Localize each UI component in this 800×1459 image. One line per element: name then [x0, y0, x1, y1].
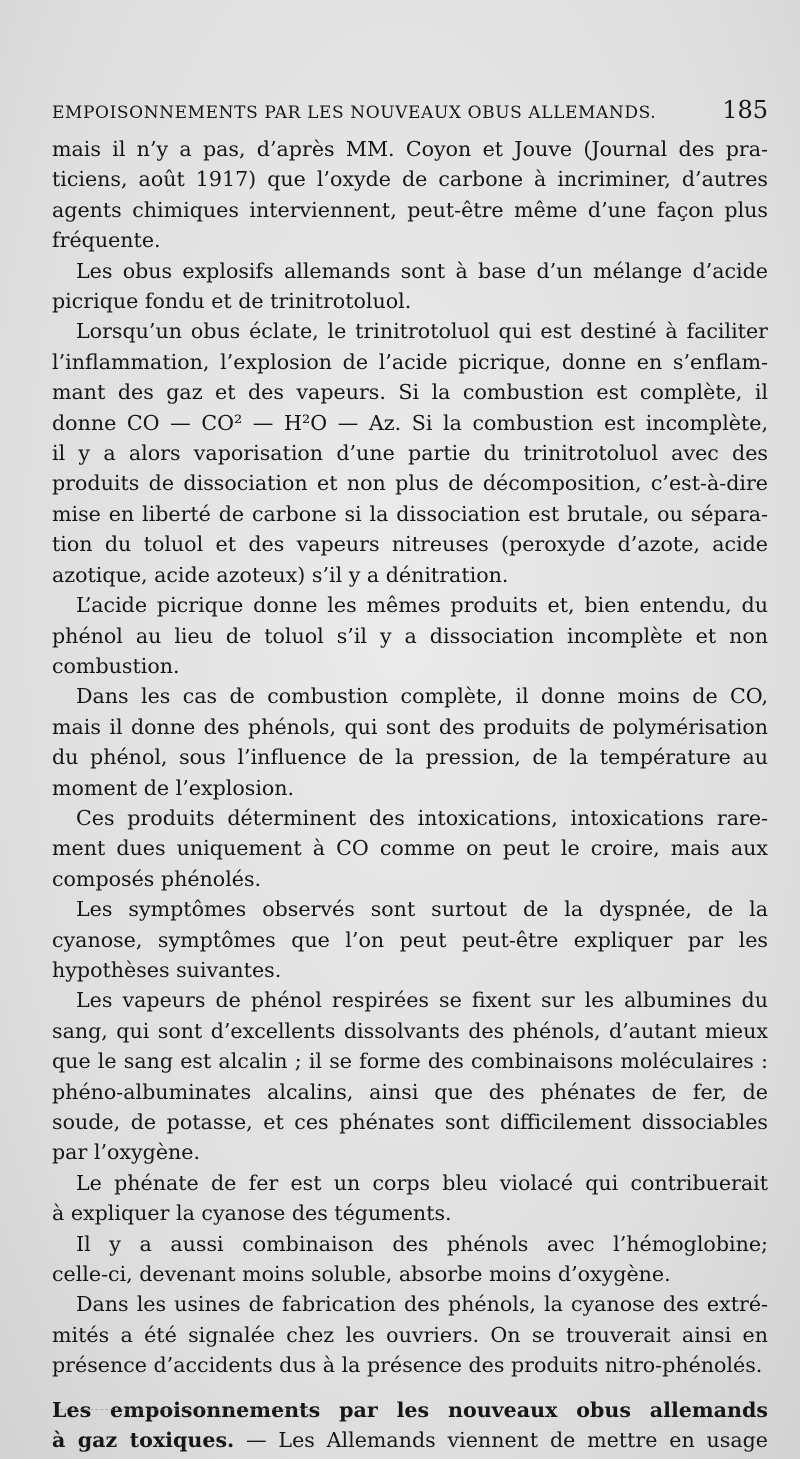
section-heading-continuation — [52, 1425, 768, 1455]
text-line: Les symptômes observés sont surtout de la dyspnée, de la — [76, 897, 768, 922]
text-line: à expliquer la cyanose des téguments. — [52, 1201, 452, 1226]
text-line: mant des gaz et des vapeurs. Si la combustion est complète, il — [52, 380, 768, 405]
page-smudge — [60, 1405, 320, 1410]
text-line: Les vapeurs de phénol respirées se fixent sur les albumines du — [76, 988, 768, 1013]
text-line: Dans les cas de combustion complète, il donne moins de CO, — [76, 684, 768, 709]
text-line: Lorsqu’un obus éclate, le trinitrotoluol qui est destiné à faciliter — [76, 319, 768, 344]
body-text — [52, 134, 768, 1455]
text-line: Les obus explosifs allemands sont à base d’un mélange d’acide — [76, 258, 768, 283]
text-line: L’acide picrique donne les mêmes produits et, bien entendu, du — [76, 593, 768, 618]
text-line: mise en liberté de carbone si la dissociation est brutale, ou sépara- — [52, 501, 768, 526]
section-gap — [52, 1381, 768, 1395]
text-line: Ces produits déterminent des intoxications, intoxications rare- — [76, 805, 768, 830]
text-line: picrique fondu et de trinitrotoluol. — [52, 289, 412, 314]
text-line: il y a alors vaporisation d’une partie du trinitrotoluol avec des — [52, 441, 768, 466]
text-line: Il y a aussi combinaison des phénols avec l’hémoglobine; — [76, 1231, 768, 1256]
text-line: cyanose, symptômes que l’on peut peut-être expliquer par les — [52, 927, 768, 952]
text-line: moment de l’explosion. — [52, 775, 295, 800]
text-line: produits de dissociation et non plus de décomposition, c’est-à-dire — [52, 471, 768, 496]
text-line: fréquente. — [52, 228, 161, 253]
section-text: — Les Allemands viennent de mettre en usage — [234, 1428, 768, 1453]
text-line: présence d’accidents dus à la présence des produits nitro-phénolés. — [52, 1353, 763, 1378]
text-line: hypothèses suivantes. — [52, 957, 282, 982]
text-line: ticiens, août 1917) que l’oxyde de carbone à incriminer, d’autres — [52, 167, 768, 192]
text-line: ment dues uniquement à CO comme on peut le croire, mais aux — [52, 836, 768, 861]
text-line: mités a été signalée chez les ouvriers. On se trouverait ainsi en — [52, 1322, 768, 1347]
page-number: 185 — [722, 96, 768, 124]
text-line: donne CO — CO² — H²O — Az. Si la combustion est incomplète, — [52, 410, 768, 435]
text-line: mais il n’y a pas, d’après MM. Coyon et Jouve (Journal des pra- — [52, 137, 768, 161]
text-line: du phénol, sous l’influence de la pression, de la température au — [52, 745, 768, 770]
text-line: par l’oxygène. — [52, 1140, 200, 1165]
text-line: soude, de potasse, et ces phénates sont difficilement dissociables — [52, 1110, 768, 1134]
text-line: mais il donne des phénols, qui sont des produits de polymérisation — [52, 714, 768, 739]
text-line: composés phénolés. — [52, 866, 262, 891]
running-header — [52, 96, 768, 132]
section-heading: Les empoisonnements par les nouveaux obus allemands — [52, 1397, 768, 1422]
running-title: EMPOISONNEMENTS PAR LES NOUVEAUX OBUS ALLEMANDS. — [52, 103, 657, 123]
text-line: que le sang est alcalin ; il se forme des combinaisons moléculaires : — [52, 1049, 768, 1074]
text-line: combustion. — [52, 653, 180, 678]
text-line: agents chimiques interviennent, peut-être même d’une façon plus — [52, 197, 768, 222]
text-line: phénol au lieu de toluol s’il y a dissociation incomplète et non — [52, 623, 768, 648]
text-line: tion du toluol et des vapeurs nitreuses (peroxyde d’azote, acide — [52, 532, 768, 557]
text-line: phéno-albuminates alcalins, ainsi que des phénates de fer, de — [52, 1079, 768, 1104]
text-line: l’inflammation, l’explosion de l’acide picrique, donne en s’enflam- — [52, 349, 768, 374]
text-line: Dans les usines de fabrication des phénols, la cyanose des extré- — [76, 1292, 768, 1317]
text-line: celle-ci, devenant moins soluble, absorbe moins d’oxygène. — [52, 1262, 671, 1287]
text-line: azotique, acide azoteux) s’il y a dénitration. — [52, 562, 509, 587]
section-heading-bold: à gaz toxiques. — [52, 1428, 235, 1453]
text-line: Le phénate de fer est un corps bleu violacé qui contribuerait — [76, 1170, 768, 1195]
text-line: sang, qui sont d’excellents dissolvants des phénols, d’autant mieux — [52, 1018, 768, 1043]
